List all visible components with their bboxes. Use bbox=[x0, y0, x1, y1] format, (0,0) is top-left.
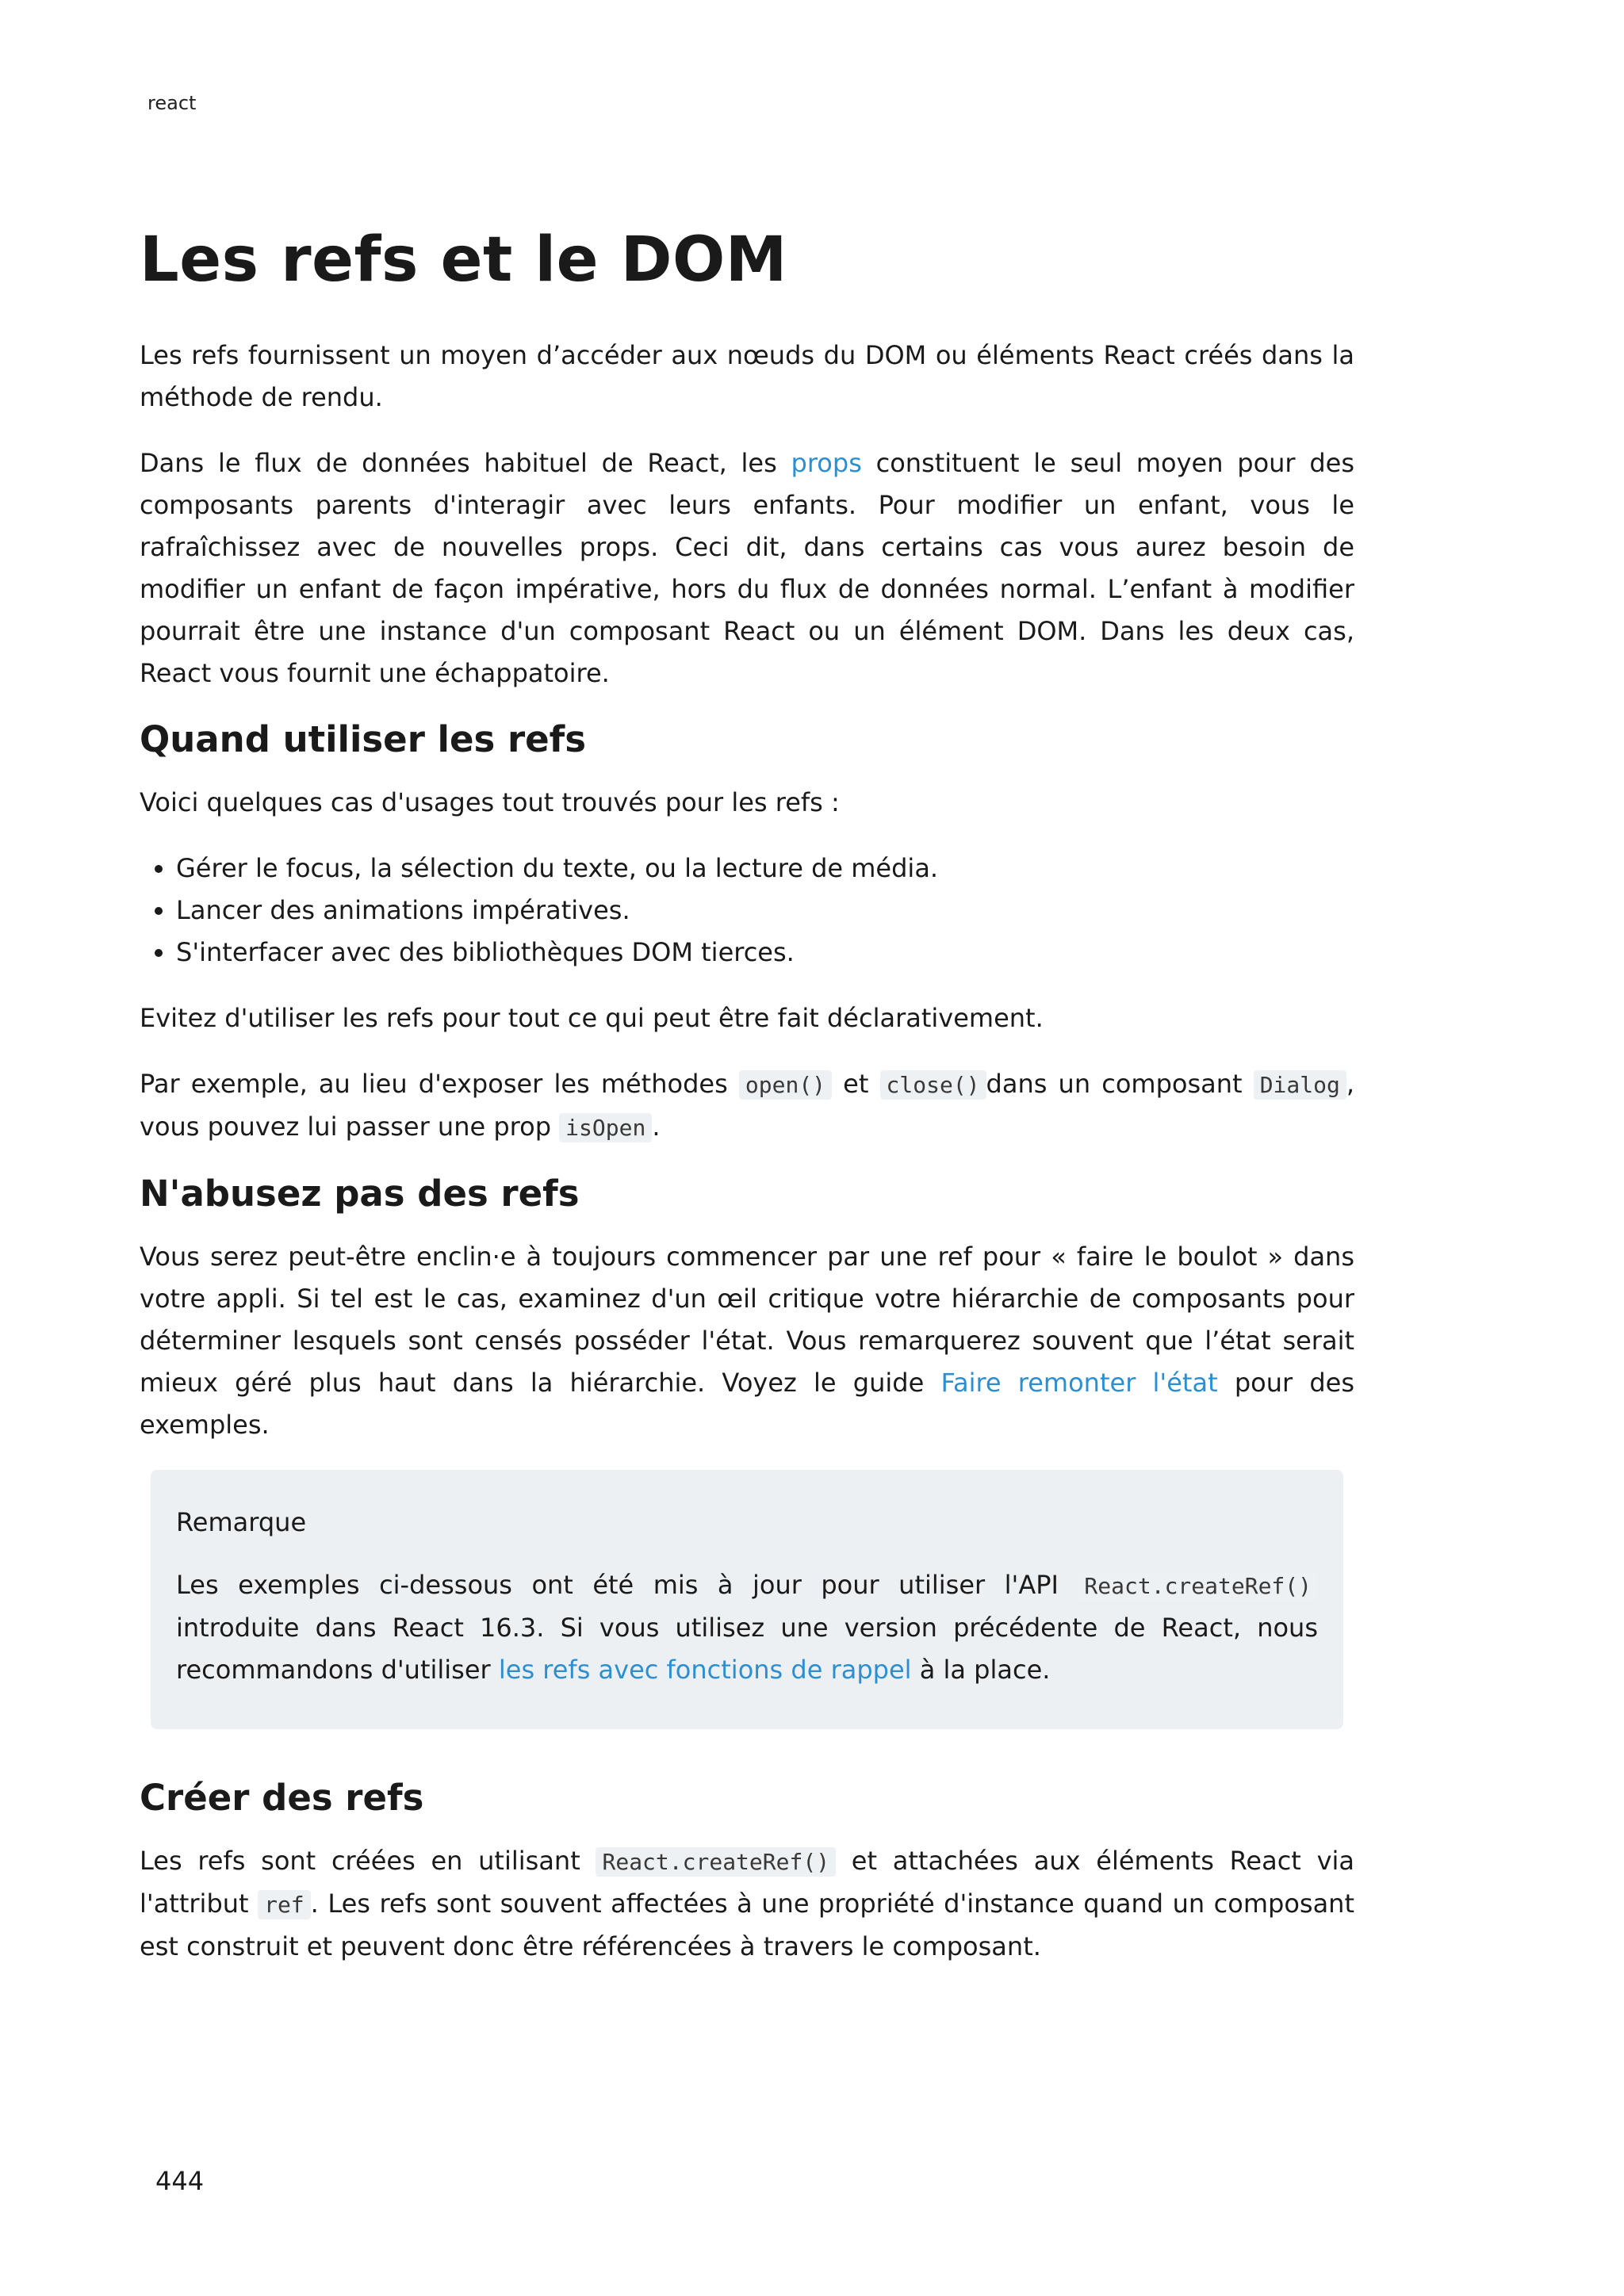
text-span: , vous pouvez lui passer une prop bbox=[140, 1068, 1355, 1142]
overuse-paragraph bbox=[140, 1236, 1354, 1446]
text-span: à la place. bbox=[911, 1654, 1051, 1685]
callback-refs-link[interactable]: les refs avec fonctions de rappel bbox=[498, 1654, 912, 1685]
code-open: open() bbox=[739, 1070, 832, 1100]
heading-when-to-use-refs: Quand utiliser les refs bbox=[140, 718, 587, 760]
list-item: • S'interfacer avec des bibliothèques DOM tierces. bbox=[176, 932, 1354, 974]
text-span: . bbox=[652, 1111, 661, 1142]
text-span: Dans le flux de données habituel de React, les bbox=[140, 447, 791, 478]
text-span: Les exemples ci-dessous ont été mis à jour pour utiliser l'API bbox=[176, 1569, 1078, 1600]
lifting-state-link[interactable]: Faire remonter l'état bbox=[940, 1367, 1218, 1398]
note-paragraph bbox=[176, 1564, 1318, 1691]
note-box bbox=[151, 1470, 1343, 1729]
text-span: pour des exemples. bbox=[140, 1367, 1355, 1440]
code-createref: React.createRef() bbox=[1078, 1571, 1318, 1601]
text-span: dans un composant bbox=[986, 1068, 1254, 1099]
example-paragraph bbox=[140, 1063, 1354, 1149]
text-span: constituent le seul moyen pour des composants parents d'interagir avec leurs enfants. Pour modifier un enfant, vous le rafraîchissez avec de nouvelles props. Ceci dit, dans certains cas vous aurez besoin de modifier un enfant de façon impérative, hors du flux de données normal. L’enfant à modifier pourrait être une instance d'un composant React ou un élément DOM. Dans les deux cas, React vous fournit une échappatoire. bbox=[140, 447, 1355, 688]
use-cases-list bbox=[140, 848, 1354, 974]
text-span: et bbox=[832, 1068, 880, 1099]
page-title: Les refs et le DOM bbox=[140, 224, 787, 296]
text-span: introduite dans React 16.3. Si vous utilisez une version précédente de React, nous recommandons d'utiliser bbox=[176, 1612, 1318, 1685]
avoid-paragraph: Evitez d'utiliser les refs pour tout ce qui peut être fait déclarativement. bbox=[140, 1002, 1044, 1033]
list-item: • Lancer des animations impératives. bbox=[176, 890, 1354, 932]
text-span: et attachées aux éléments React via l'attribut bbox=[140, 1845, 1354, 1919]
text-span: . Les refs sont souvent affectées à une propriété d'instance quand un composant est construit et peuvent donc être référencées à travers le composant. bbox=[140, 1888, 1355, 1961]
heading-creating-refs: Créer des refs bbox=[140, 1776, 424, 1819]
page-number: 444 bbox=[155, 2166, 205, 2196]
code-close: close() bbox=[880, 1070, 986, 1100]
note-title: Remarque bbox=[176, 1506, 307, 1537]
code-ref: ref bbox=[258, 1890, 311, 1919]
create-paragraph bbox=[140, 1840, 1354, 1968]
intro-paragraph-2 bbox=[140, 442, 1354, 695]
list-item: • Gérer le focus, la sélection du texte, ou la lecture de média. bbox=[176, 848, 1354, 890]
text-span: Par exemple, au lieu d'exposer les méthodes bbox=[140, 1068, 739, 1099]
text-span: Vous serez peut-être enclin·e à toujours commencer par une ref pour « faire le boulot » dans votre appli. Si tel est le cas, examinez d'un œil critique votre hiérarchie de composants pour déterminer lesquels sont censés posséder l'état. Vous remarquerez souvent que l’état serait mieux géré plus haut dans la hiérarchie. Voyez le guide bbox=[140, 1241, 1354, 1398]
props-link[interactable]: props bbox=[791, 447, 862, 478]
text-span: Les refs sont créées en utilisant bbox=[140, 1845, 596, 1876]
running-head: react bbox=[147, 92, 197, 114]
use-cases-intro: Voici quelques cas d'usages tout trouvés pour les refs : bbox=[140, 786, 840, 817]
heading-dont-overuse-refs: N'abusez pas des refs bbox=[140, 1172, 580, 1215]
code-dialog: Dialog bbox=[1254, 1070, 1346, 1100]
main-content bbox=[140, 224, 1355, 1992]
code-createref: React.createRef() bbox=[596, 1847, 836, 1877]
code-isopen: isOpen bbox=[559, 1113, 652, 1142]
intro-paragraph-1: Les refs fournissent un moyen d’accéder aux nœuds du DOM ou éléments React créés dans la méthode de rendu. bbox=[140, 339, 1354, 412]
